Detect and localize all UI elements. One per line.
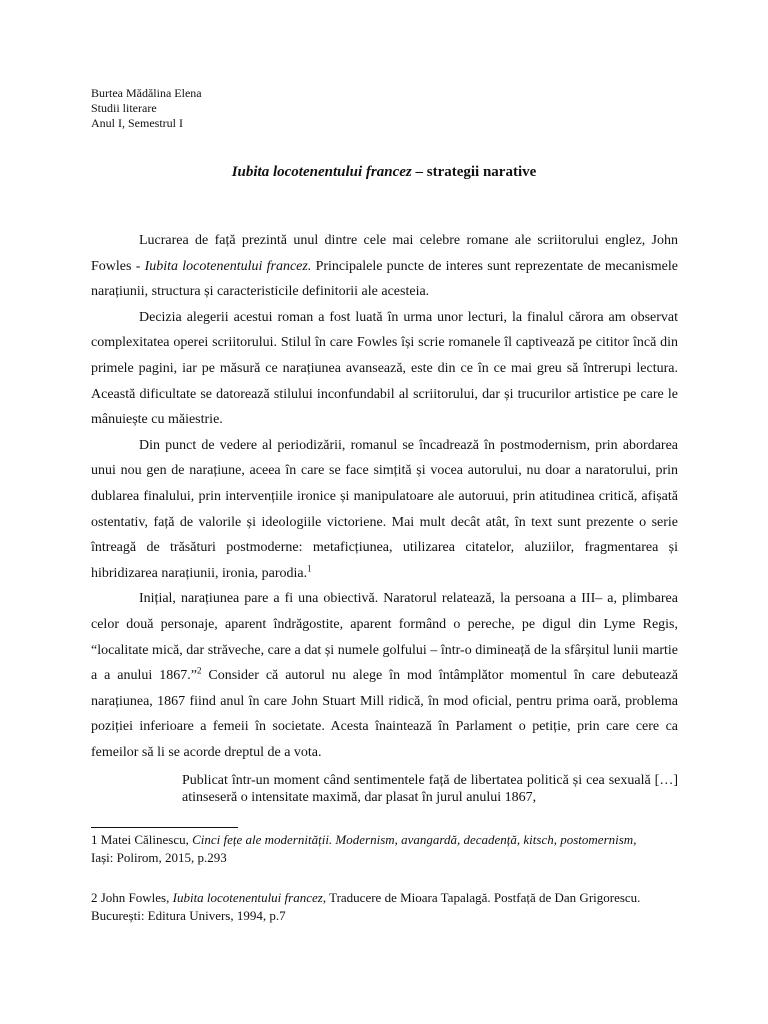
paragraph-1	[91, 228, 678, 305]
paragraph-3-text: Din punct de vedere al periodizării, romanul se încadrează în postmodernism, prin abordarea unui nou gen de narațiune, aceea în care se face simțită și vocea autorului, nu doar a naratorului, prin dublarea finalului, prin intervențiile ironice și manipulatoare ale autoruui, prin atitudinea critică, afișată ostentativ, față de valorile și ideologiile victoriene. Mai mult decât atât, în text sunt prezente o serie întreagă de trăsături postmoderne: metaficțiunea, utilizarea citatelor, aluziilor, fragmentarea și hibridizarea narațiunii, ironia, parodia.	[91, 437, 678, 581]
footnote-2-text-a: 2 John Fowles,	[91, 890, 173, 905]
footnote-2-italic: Iubita locotenentului francez	[172, 890, 323, 905]
footnote-1	[91, 831, 651, 867]
paragraph-4-text-a: Inițial, narațiunea pare a fi una obiectivă. Naratorul relatează, la persoana a III– a, plimbarea celor două personaje, aparent îndrăgostite, aparent formând o pereche, pe digul din Lyme Regis, “localitate mică, dar străveche, care a dat și numele golfului – într-o dimineață de la sfârșitul lunii martie a a anului 1867.”	[91, 591, 678, 684]
document-body	[91, 228, 678, 765]
paragraph-4-text-b: Consider că autorul nu alege în mod întâmplător momentul în care debutează narațiunea, 1867 fiind anul în care John Stuart Mill ridică, în mod oficial, pentru prima oară, problema poziției inferioare a femeii în societate. Acesta înaintează în Parlament o petiție, prin care cere ca femeilor să li se acorde dreptul de a vota.	[91, 668, 678, 760]
footnote-1-text-a: 1 Matei Călinescu,	[91, 832, 193, 847]
paragraph-4	[91, 586, 678, 765]
study-program: Studii literare	[91, 101, 157, 115]
footnote-ref-1: 1	[307, 563, 312, 574]
paragraph-1-text-b: Principalele puncte de interes sunt reprezentate de mecanismele narațiunii, structura și caracteristicile definitorii ale acesteia.	[91, 258, 678, 300]
footnote-ref-2: 2	[196, 665, 202, 676]
paragraph-2: Decizia alegerii acestui roman a fost luată în urma unor lecturi, la finalul cărora am observat complexitatea operei scriitorului. Stilul în care Fowles își scrie romanele îl captivează pe cititor încă din primele pagini, iar pe măsură ce narațiunea avansează, este din ce în ce mai greu să întrerupi lectura. Această dificultate se datorează stilului inconfundabil al scriitorului, dar și trucurilor artistice pe care le mânuiește cu măiestrie.	[91, 309, 678, 428]
footnote-2-text-b: , Traducere de Mioara Tapalagă. Postfață de Dan Grigorescu. București: Editura Univers, 1994, p.7	[91, 890, 641, 923]
paragraph-1-text-a: Lucrarea de față prezintă unul dintre cele mai celebre romane ale scriitorului englez, John Fowles -	[91, 233, 678, 274]
paragraph-1-italic: Iubita locotenentului francez.	[144, 258, 312, 274]
author-header	[91, 86, 202, 131]
footnote-2	[91, 889, 651, 925]
footnote-1-italic: Cinci fețe ale modernității. Modernism, avangardă, decadență, kitsch, postomernism	[192, 832, 634, 847]
block-quote: Publicat într-un moment când sentimentele față de libertatea politică și cea sexuală […] atinseseră o intensitate maximă, dar plasat în jurul anului 1867,	[182, 773, 678, 805]
study-year: Anul I, Semestrul I	[91, 116, 183, 130]
document-title	[0, 164, 768, 181]
title-italic: Iubita locotenentului francez	[231, 164, 412, 180]
footnote-1-text-b: , Iași: Polirom, 2015, p.293	[91, 832, 637, 865]
footnote-separator	[91, 827, 238, 828]
author-name: Burtea Mădălina Elena	[91, 86, 202, 100]
title-rest: – strategii narative	[411, 164, 537, 180]
paragraph-3	[91, 433, 678, 587]
